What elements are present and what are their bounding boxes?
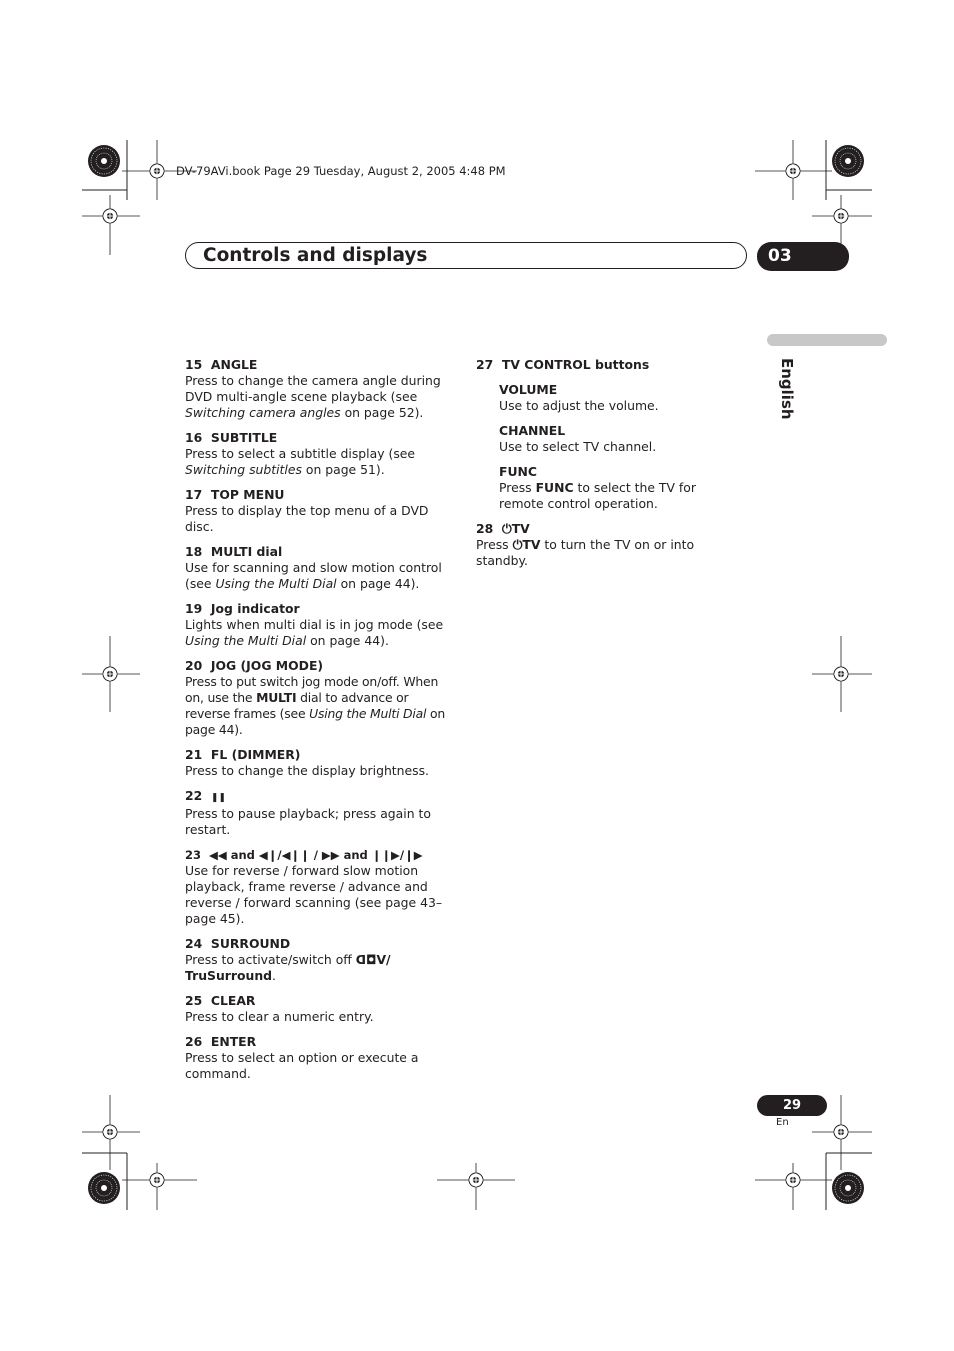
item-17 [185, 487, 457, 535]
print-info: DV-79AVi.book Page 29 Tuesday, August 2, 2005 4:48 PM [176, 164, 506, 178]
sub-item-func [499, 464, 741, 512]
sub-heading: CHANNEL [499, 423, 566, 438]
sub-description: Use to select TV channel. [499, 439, 657, 454]
item-description: Use for scanning and slow motion control (see Using the Multi Dial on page 44). [185, 560, 442, 591]
item-16 [185, 430, 457, 478]
item-heading: 28 ⏻TV [476, 521, 530, 536]
item-heading: 17 TOP MENU [185, 487, 285, 502]
item-15 [185, 357, 457, 421]
section-title: Controls and displays [203, 245, 428, 266]
item-25 [185, 993, 457, 1025]
item-20 [185, 658, 457, 738]
chapter-badge: 03 [757, 242, 849, 271]
item-22 [185, 788, 457, 838]
item-heading: 22 ❚❚ [185, 788, 226, 803]
item-description: Press to change the camera angle during DVD multi-angle scene playback (see Switching camera angles on page 52). [185, 373, 441, 420]
sub-item-volume [499, 382, 741, 414]
scan-slow-icons: ◀◀ and ◀❙/◀❙❙ / ▶▶ and ❙❙▶/❙▶ [209, 848, 423, 862]
sub-description: Press FUNC to select the TV for remote control operation. [499, 480, 696, 511]
right-column [476, 357, 741, 578]
surround-logo-text: ᗡ◘V/ TruSurround [185, 952, 391, 983]
sub-description: Use to adjust the volume. [499, 398, 659, 413]
item-heading: 18 MULTI dial [185, 544, 283, 559]
item-heading: 19 Jog indicator [185, 601, 300, 616]
page-number-badge: 29 [757, 1095, 827, 1116]
language-tab-bar [767, 334, 887, 346]
item-description: Press to pause playback; press again to restart. [185, 806, 431, 837]
page-language: En [776, 1117, 789, 1128]
item-28 [476, 521, 741, 569]
item-description: Press to clear a numeric entry. [185, 1009, 374, 1024]
pause-icon: ❚❚ [210, 793, 226, 803]
item-heading: 26 ENTER [185, 1034, 257, 1049]
sub-heading: FUNC [499, 464, 537, 479]
item-19 [185, 601, 457, 649]
item-description: Press to activate/switch off ᗡ◘V/ TruSurround. [185, 952, 391, 983]
item-26 [185, 1034, 457, 1082]
item-heading: 16 SUBTITLE [185, 430, 278, 445]
item-heading: 20 JOG (JOG MODE) [185, 658, 324, 673]
left-column [185, 357, 457, 1091]
item-heading: 27 TV CONTROL buttons [476, 357, 650, 372]
item-23 [185, 847, 457, 927]
sub-item-channel [499, 423, 741, 455]
item-description: Press to put switch jog mode on/off. When on, use the MULTI dial to advance or reverse frames (see Using the Multi Dial on page 44). [185, 674, 446, 737]
item-description: Press ⏻TV to turn the TV on or into standby. [476, 537, 695, 568]
language-label: English [778, 358, 796, 420]
item-21 [185, 747, 457, 779]
item-heading: 24 SURROUND [185, 936, 291, 951]
item-description: Lights when multi dial is in jog mode (see Using the Multi Dial on page 44). [185, 617, 444, 648]
item-description: Press to display the top menu of a DVD disc. [185, 503, 429, 534]
item-description: Press to select a subtitle display (see Switching subtitles on page 51). [185, 446, 416, 477]
item-heading: 23 ◀◀ and ◀❙/◀❙❙ / ▶▶ and ❙❙▶/❙▶ [185, 848, 423, 862]
item-description: Press to change the display brightness. [185, 763, 429, 778]
sub-heading: VOLUME [499, 382, 558, 397]
standby-icon: ⏻TV [501, 521, 530, 536]
item-heading: 15 ANGLE [185, 357, 258, 372]
item-heading: 25 CLEAR [185, 993, 256, 1008]
item-description: Use for reverse / forward slow motion playback, frame reverse / advance and reverse / forward scanning (see page 43–page 45). [185, 863, 443, 926]
item-heading: 21 FL (DIMMER) [185, 747, 301, 762]
item-27 [476, 357, 741, 512]
language-tab [776, 358, 798, 428]
item-18 [185, 544, 457, 592]
item-24 [185, 936, 457, 984]
item-description: Press to select an option or execute a command. [185, 1050, 419, 1081]
